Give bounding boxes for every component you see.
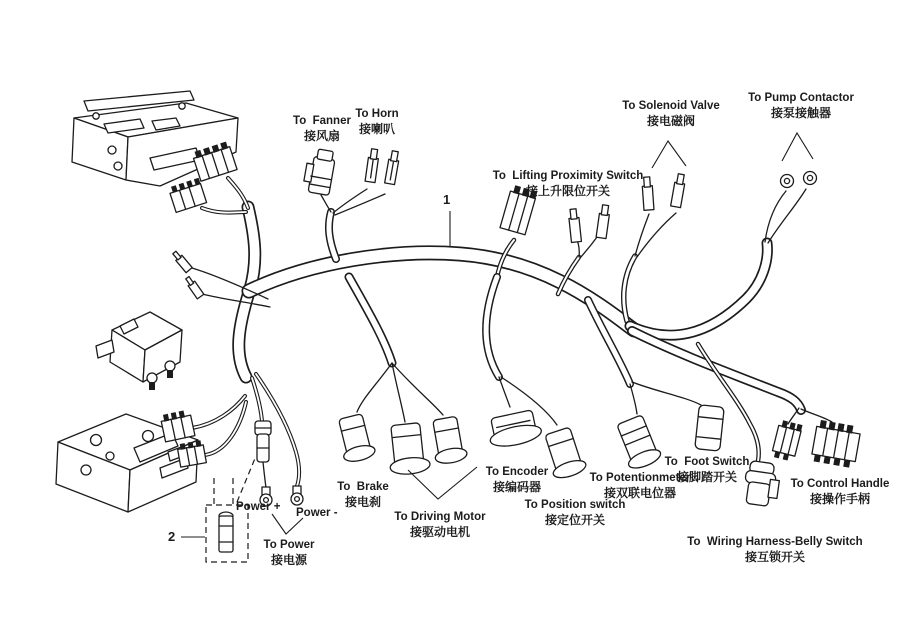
- leader-pump: [782, 133, 813, 161]
- label-to-brake-en: To Brake: [337, 481, 389, 493]
- label-to-driving-motor-zh: 接驱动电机: [409, 524, 471, 539]
- label-to-pump-contactor-zh: 接泵接触器: [770, 105, 831, 120]
- control-handle-connector-large: [811, 419, 862, 468]
- driving-motor-connector-2: [429, 416, 468, 466]
- label-to-power: [264, 538, 315, 569]
- lifting-spade-2: [596, 204, 610, 238]
- label-to-foot-switch: [665, 455, 750, 486]
- label-to-position-switch: [525, 498, 626, 529]
- horn-spade-2: [385, 150, 401, 184]
- power-minus-ring: [291, 486, 303, 505]
- pump-ring-2: [804, 172, 817, 185]
- label-to-horn-en: To Horn: [355, 108, 399, 120]
- label-to-control-handle-en: To Control Handle: [790, 478, 890, 490]
- solenoid-spade-1: [642, 177, 654, 211]
- solenoid-spade-2: [671, 173, 687, 207]
- brake-connector: [335, 413, 377, 464]
- pump-ring-1: [781, 175, 794, 188]
- label-to-belly-switch: [687, 535, 862, 566]
- label-to-position-switch-zh: 接定位开关: [544, 512, 606, 527]
- label-to-power-en: To Power: [263, 539, 315, 551]
- label-to-horn-zh: 接喇叭: [358, 121, 396, 136]
- label-power-minus-text: Power -: [296, 507, 338, 519]
- label-to-driving-motor: [394, 510, 485, 541]
- inline-fuse-holder: [255, 421, 271, 462]
- fanner-connector: [302, 147, 336, 195]
- label-to-solenoid-valve-en: To Solenoid Valve: [622, 100, 720, 112]
- control-handle-connector-small: [771, 420, 803, 462]
- label-to-lifting-proximity-switch-en: To Lifting Proximity Switch: [492, 170, 644, 182]
- label-to-control-handle-zh: 接操作手柄: [809, 491, 870, 506]
- branch-pump-contactor: [630, 172, 817, 336]
- label-power-plus-text: Power +: [236, 501, 281, 513]
- relay-drawing: [96, 312, 182, 390]
- label-to-fanner: [293, 114, 351, 145]
- branch-brake-motor: [335, 277, 468, 476]
- branch-power: [252, 374, 303, 506]
- branch-encoder-position: [486, 277, 588, 481]
- label-to-solenoid-valve: [622, 99, 720, 130]
- label-to-power-zh: 接电源: [270, 552, 307, 567]
- label-to-encoder: [486, 465, 548, 496]
- label-to-fanner-en: To Fanner: [293, 115, 351, 127]
- label-to-solenoid-valve-zh: 接电磁阀: [646, 113, 695, 128]
- label-to-foot-switch-zh: 接脚踏开关: [676, 469, 737, 484]
- label-to-lifting-proximity-switch-zh: 接上升限位开关: [525, 183, 611, 198]
- label-to-fanner-zh: 接风扇: [303, 128, 340, 143]
- leader-solenoid: [652, 141, 686, 168]
- foot-switch-connector: [695, 405, 724, 451]
- label-to-position-switch-en: To Position switch: [524, 499, 626, 511]
- driving-motor-connector-1: [386, 422, 431, 476]
- part-number-harness: 1: [443, 192, 451, 207]
- label-to-pump-contactor: [748, 91, 854, 122]
- label-power-minus: [296, 506, 338, 521]
- label-to-pump-contactor-en: To Pump Contactor: [748, 92, 854, 104]
- label-to-potentionmeter-en: To Potentionmeter: [589, 472, 691, 484]
- label-to-brake-zh: 接电刹: [344, 494, 381, 509]
- label-to-horn: [355, 107, 398, 138]
- branch-fanner-horn: [302, 147, 400, 259]
- horn-spade-1: [365, 148, 379, 182]
- label-to-control-handle: [791, 477, 890, 508]
- label-to-belly-switch-zh: 接互锁开关: [744, 549, 806, 564]
- label-to-driving-motor-en: To Driving Motor: [394, 511, 486, 523]
- label-to-belly-switch-en: To Wiring Harness-Belly Switch: [687, 536, 863, 548]
- part-number-fuse: 2: [168, 529, 176, 544]
- potentionmeter-connector: [613, 414, 663, 472]
- label-to-potentionmeter-zh: 接双联电位器: [603, 485, 677, 500]
- lifting-spade-1: [568, 209, 581, 243]
- label-to-brake: [337, 480, 389, 511]
- branch-control-handle: [632, 331, 861, 469]
- label-to-encoder-en: To Encoder: [485, 466, 549, 478]
- label-to-foot-switch-en: To Foot Switch: [664, 456, 750, 468]
- label-to-lifting-proximity-switch: [493, 169, 644, 200]
- label-to-encoder-zh: 接编码器: [492, 479, 541, 494]
- label-power-plus: [236, 500, 280, 515]
- encoder-connector: [486, 409, 543, 450]
